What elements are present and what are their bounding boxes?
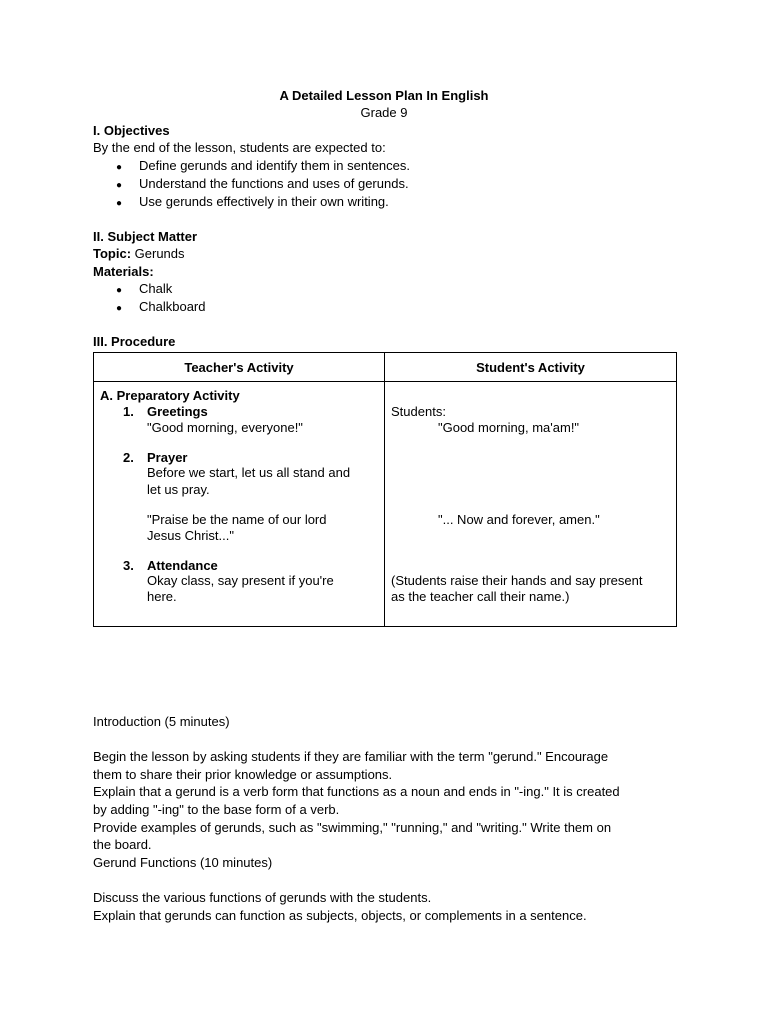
paragraph-line: them to share their prior knowledge or assumptions. (93, 767, 393, 782)
grade-level: Grade 9 (360, 105, 408, 120)
attendance-title: Attendance (147, 558, 218, 573)
bullet-icon: ● (116, 303, 123, 314)
procedure-heading: III. Procedure (93, 334, 176, 349)
prayer-quote: "Praise be the name of our lord (147, 512, 327, 527)
topic-line (93, 245, 185, 262)
item-number: 2. (123, 450, 134, 465)
student-attendance-response: (Students raise their hands and say present (391, 573, 643, 588)
document-title: A Detailed Lesson Plan In English (279, 88, 489, 103)
paragraph-line: Provide examples of gerunds, such as "swimming," "running," and "writing." Write them on (93, 820, 612, 835)
procedure-table (93, 352, 677, 627)
materials-label: Materials: (93, 264, 154, 279)
bullet-icon: ● (116, 198, 123, 209)
objectives-intro: By the end of the lesson, students are expected to: (93, 140, 386, 155)
objectives-heading: I. Objectives (93, 123, 170, 138)
objective-item: Define gerunds and identify them in sentences. (139, 158, 411, 173)
student-attendance-response: as the teacher call their name.) (391, 589, 570, 604)
preparatory-activity-heading: A. Preparatory Activity (100, 388, 240, 403)
prayer-text: let us pray. (147, 482, 210, 497)
paragraph-line: Explain that a gerund is a verb form that functions as a noun and ends in "-ing." It is created (93, 784, 620, 799)
material-item: Chalkboard (139, 299, 206, 314)
topic-value: Gerunds (131, 246, 185, 261)
material-item: Chalk (139, 281, 173, 296)
paragraph-line: Discuss the various functions of gerunds with the students. (93, 890, 432, 905)
greetings-text: "Good morning, everyone!" (147, 420, 303, 435)
prayer-title: Prayer (147, 450, 188, 465)
student-activity-header: Student's Activity (385, 353, 677, 382)
gerund-functions-heading: Gerund Functions (10 minutes) (93, 855, 273, 870)
subject-matter-heading: II. Subject Matter (93, 229, 198, 244)
paragraph-line: Begin the lesson by asking students if they are familiar with the term "gerund." Encourage (93, 749, 609, 764)
prayer-text: Before we start, let us all stand and (147, 465, 351, 480)
objective-item: Understand the functions and uses of gerunds. (139, 176, 409, 191)
bullet-icon: ● (116, 162, 123, 173)
item-number: 3. (123, 558, 134, 573)
prayer-quote: Jesus Christ..." (147, 528, 234, 543)
topic-label: Topic: (93, 246, 132, 261)
students-label: Students: (391, 404, 446, 419)
greetings-title: Greetings (147, 404, 208, 419)
objective-item: Use gerunds effectively in their own writing. (139, 194, 389, 209)
paragraph-line: the board. (93, 837, 152, 852)
attendance-text: Okay class, say present if you're (147, 573, 334, 588)
student-prayer-response: "... Now and forever, amen." (438, 512, 600, 527)
paragraph-line: Explain that gerunds can function as subjects, objects, or complements in a sentence. (93, 908, 587, 923)
paragraph-line: by adding "-ing" to the base form of a verb. (93, 802, 340, 817)
item-number: 1. (123, 404, 134, 419)
introduction-heading: Introduction (5 minutes) (93, 714, 230, 729)
bullet-icon: ● (116, 180, 123, 191)
teacher-activity-cell (94, 382, 385, 627)
student-greeting-response: "Good morning, ma'am!" (438, 420, 580, 435)
attendance-text: here. (147, 589, 177, 604)
student-activity-cell (385, 382, 677, 627)
bullet-icon: ● (116, 285, 123, 296)
teacher-activity-header: Teacher's Activity (94, 353, 385, 382)
table-row (94, 382, 677, 627)
table-header-row (94, 353, 677, 382)
